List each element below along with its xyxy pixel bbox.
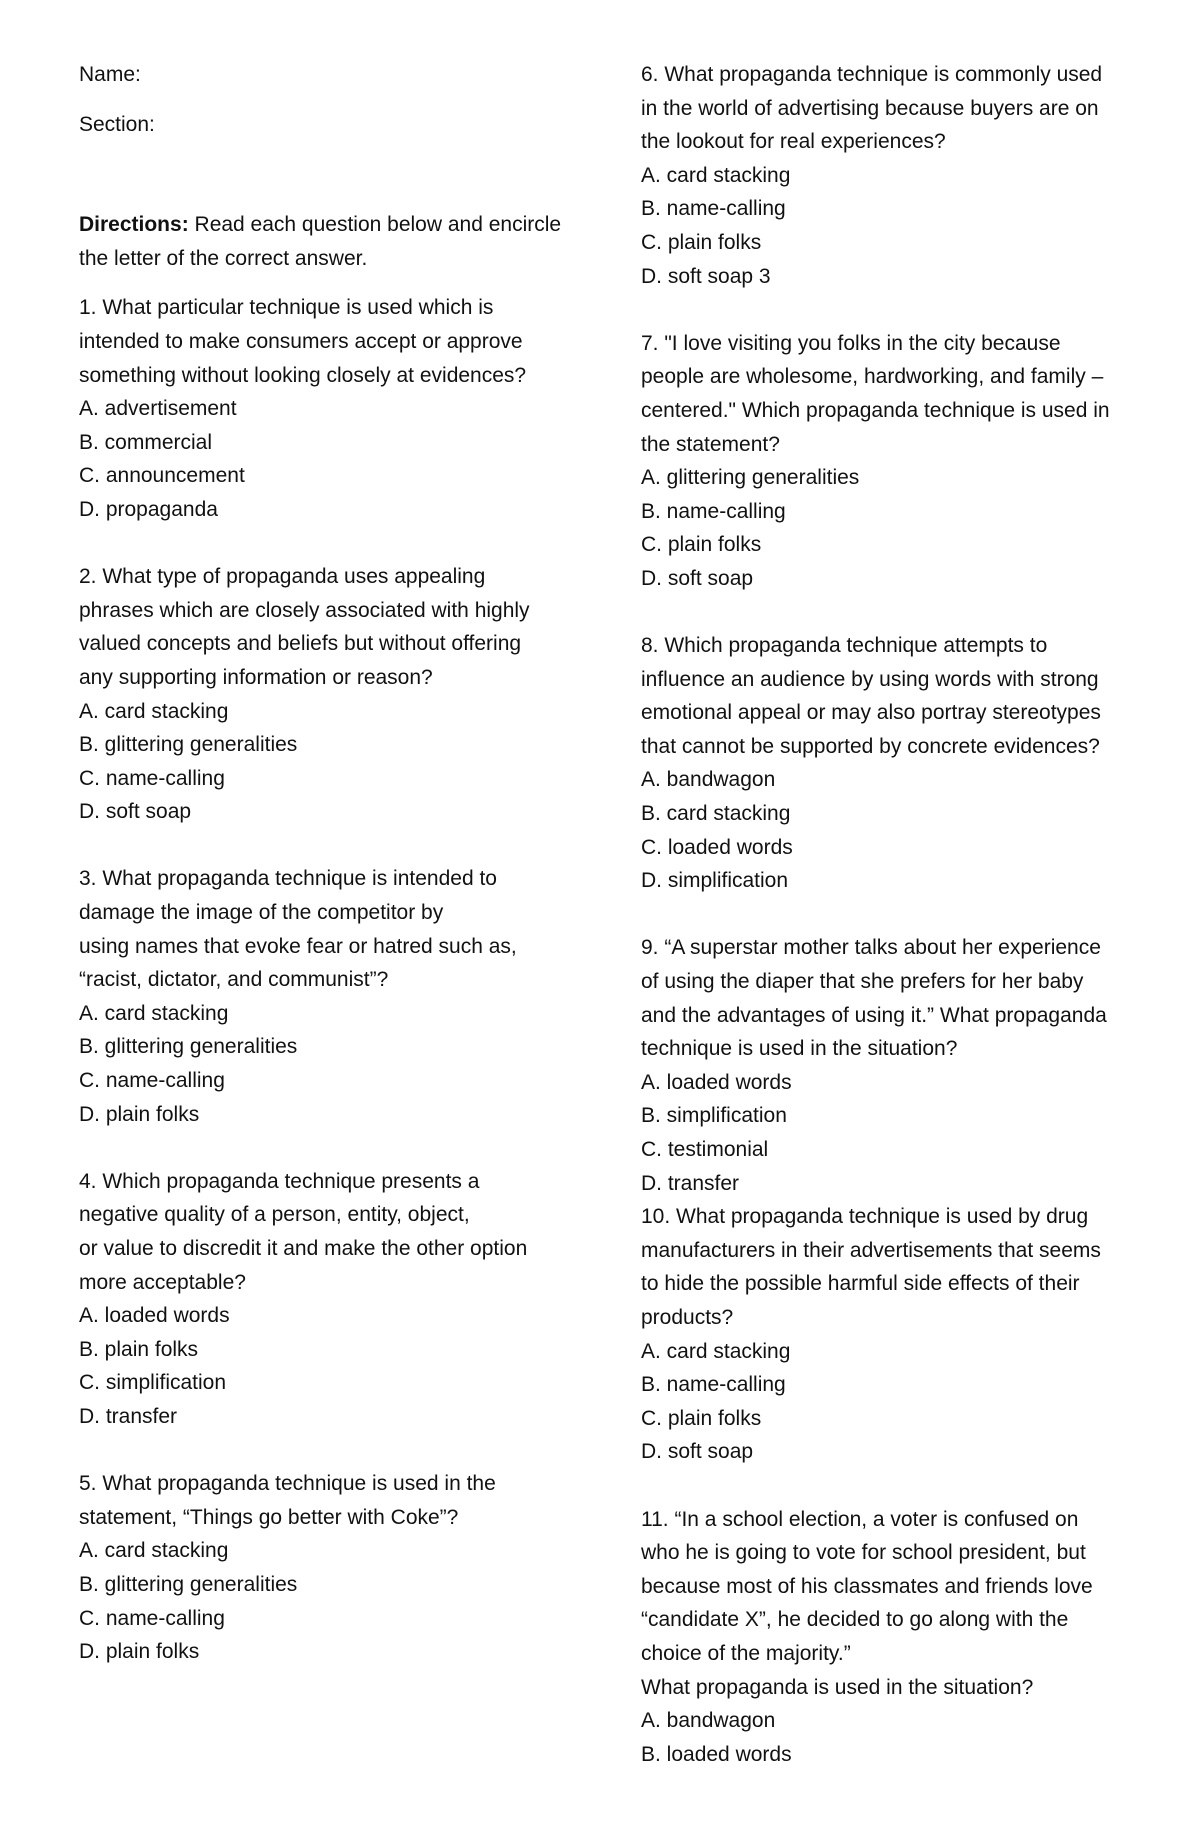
question-text: influence an audience by using words with strong: [641, 667, 1099, 691]
option-a[interactable]: A. advertisement: [79, 397, 237, 421]
question-text: because most of his classmates and friends love: [641, 1574, 1093, 1598]
option-d[interactable]: D. simplification: [641, 869, 789, 893]
question-text: something without looking closely at evidences?: [79, 363, 527, 387]
option-b[interactable]: B. glittering generalities: [79, 1572, 298, 1596]
question-text: negative quality of a person, entity, object,: [79, 1203, 470, 1227]
option-c[interactable]: C. name-calling: [79, 766, 225, 790]
question-text: manufacturers in their advertisements that seems: [641, 1238, 1101, 1262]
question-6: [641, 58, 1141, 293]
question-7: [641, 327, 1141, 596]
question-text: “racist, dictator, and communist”?: [79, 968, 389, 992]
option-a[interactable]: A. loaded words: [79, 1304, 230, 1328]
question-text: who he is going to vote for school president, but: [641, 1541, 1086, 1565]
option-c[interactable]: C. announcement: [79, 464, 245, 488]
option-a[interactable]: A. card stacking: [79, 699, 229, 723]
question-text: 5. What propaganda technique is used in the: [79, 1472, 496, 1496]
option-c[interactable]: C. simplification: [79, 1371, 227, 1395]
option-a[interactable]: A. loaded words: [641, 1070, 792, 1094]
question-text: and the advantages of using it.” What propaganda: [641, 1003, 1107, 1027]
option-d[interactable]: D. soft soap: [79, 800, 192, 824]
question-text: to hide the possible harmful side effects of their: [641, 1272, 1080, 1296]
option-b[interactable]: B. commercial: [79, 430, 213, 454]
option-d[interactable]: D. soft soap: [641, 566, 754, 590]
option-a[interactable]: A. card stacking: [641, 1339, 791, 1363]
option-c[interactable]: C. testimonial: [641, 1138, 769, 1161]
option-d[interactable]: D. soft soap 3: [641, 264, 771, 288]
option-a[interactable]: A. card stacking: [79, 1001, 229, 1025]
option-d[interactable]: D. plain folks: [79, 1102, 200, 1126]
directions-text: Read each question below and encircle: [188, 213, 562, 237]
option-b[interactable]: B. loaded words: [641, 1742, 792, 1766]
question-text: 2. What type of propaganda uses appealing: [79, 565, 486, 589]
option-b[interactable]: B. name-calling: [641, 1373, 786, 1397]
option-b[interactable]: B. glittering generalities: [79, 733, 298, 757]
question-text: “candidate X”, he decided to go along with the: [641, 1608, 1069, 1632]
question-8: [641, 629, 1141, 898]
option-d[interactable]: D. transfer: [79, 1404, 178, 1428]
question-text: 8. Which propaganda technique attempts to: [641, 634, 1048, 658]
directions: [79, 208, 599, 242]
question-3: [79, 862, 599, 1131]
option-d[interactable]: D. transfer: [641, 1171, 740, 1195]
directions-label: Directions:: [79, 213, 189, 237]
section-label: Section:: [79, 112, 155, 136]
question-9: [641, 931, 1141, 1200]
question-2: [79, 560, 599, 829]
question-text: of using the diaper that she prefers for her baby: [641, 970, 1084, 994]
option-c[interactable]: C. name-calling: [79, 1069, 225, 1093]
question-text: 4. Which propaganda technique presents a: [79, 1169, 480, 1193]
question-text: 6. What propaganda technique is commonly used: [641, 63, 1103, 86]
option-b[interactable]: B. simplification: [641, 1104, 787, 1128]
question-text: in the world of advertising because buyers are on: [641, 96, 1099, 120]
question-text: the lookout for real experiences?: [641, 130, 946, 154]
question-text: phrases which are closely associated with highly: [79, 598, 530, 622]
question-1: [79, 291, 599, 526]
left-column: [79, 58, 599, 1669]
question-text: intended to make consumers accept or approve: [79, 329, 523, 353]
option-d[interactable]: D. soft soap: [641, 1440, 754, 1464]
name-label: Name:: [79, 63, 141, 86]
question-text: any supporting information or reason?: [79, 665, 433, 689]
question-text: or value to discredit it and make the other option: [79, 1237, 528, 1260]
question-text: 9. “A superstar mother talks about her experience: [641, 936, 1101, 960]
option-c[interactable]: C. plain folks: [641, 1406, 762, 1430]
option-a[interactable]: A. bandwagon: [641, 768, 776, 792]
question-10: [641, 1200, 1141, 1469]
option-d[interactable]: D. plain folks: [79, 1640, 200, 1664]
question-text: centered." Which propaganda technique is used in: [641, 398, 1110, 422]
option-c[interactable]: C. name-calling: [79, 1606, 225, 1630]
question-text: What propaganda is used in the situation?: [641, 1675, 1034, 1699]
directions-text-line2: the letter of the correct answer.: [79, 246, 368, 270]
question-text: the statement?: [641, 432, 780, 456]
question-text: choice of the majority.”: [641, 1641, 851, 1665]
question-4: [79, 1165, 599, 1434]
question-text: 1. What particular technique is used which is: [79, 296, 494, 320]
option-a[interactable]: A. card stacking: [641, 163, 791, 187]
question-text: that cannot be supported by concrete evidences?: [641, 734, 1100, 758]
option-c[interactable]: C. loaded words: [641, 835, 793, 859]
question-text: 3. What propaganda technique is intended to: [79, 867, 497, 891]
question-text: more acceptable?: [79, 1270, 246, 1294]
option-c[interactable]: C. plain folks: [641, 230, 762, 254]
question-text: emotional appeal or may also portray stereotypes: [641, 701, 1101, 725]
question-text: statement, “Things go better with Coke”?: [79, 1505, 459, 1529]
option-d[interactable]: D. propaganda: [79, 497, 218, 521]
question-text: using names that evoke fear or hatred such as,: [79, 934, 517, 958]
question-text: 11. “In a school election, a voter is confused on: [641, 1507, 1079, 1531]
option-c[interactable]: C. plain folks: [641, 533, 762, 557]
option-b[interactable]: B. name-calling: [641, 197, 786, 221]
option-a[interactable]: A. glittering generalities: [641, 466, 860, 490]
option-a[interactable]: A. bandwagon: [641, 1709, 776, 1733]
option-b[interactable]: B. glittering generalities: [79, 1035, 298, 1059]
question-text: products?: [641, 1305, 734, 1329]
option-b[interactable]: B. card stacking: [641, 802, 791, 826]
option-b[interactable]: B. name-calling: [641, 499, 786, 523]
question-text: 7. "I love visiting you folks in the city because: [641, 331, 1061, 355]
question-5: [79, 1467, 599, 1669]
question-text: technique is used in the situation?: [641, 1037, 958, 1061]
question-text: people are wholesome, hardworking, and family –: [641, 365, 1104, 389]
question-text: 10. What propaganda technique is used by drug: [641, 1205, 1089, 1229]
right-column: [641, 58, 1141, 1771]
option-a[interactable]: A. card stacking: [79, 1539, 229, 1563]
option-b[interactable]: B. plain folks: [79, 1337, 199, 1361]
question-11: [641, 1503, 1141, 1772]
question-text: valued concepts and beliefs but without offering: [79, 632, 522, 656]
question-text: damage the image of the competitor by: [79, 901, 444, 925]
